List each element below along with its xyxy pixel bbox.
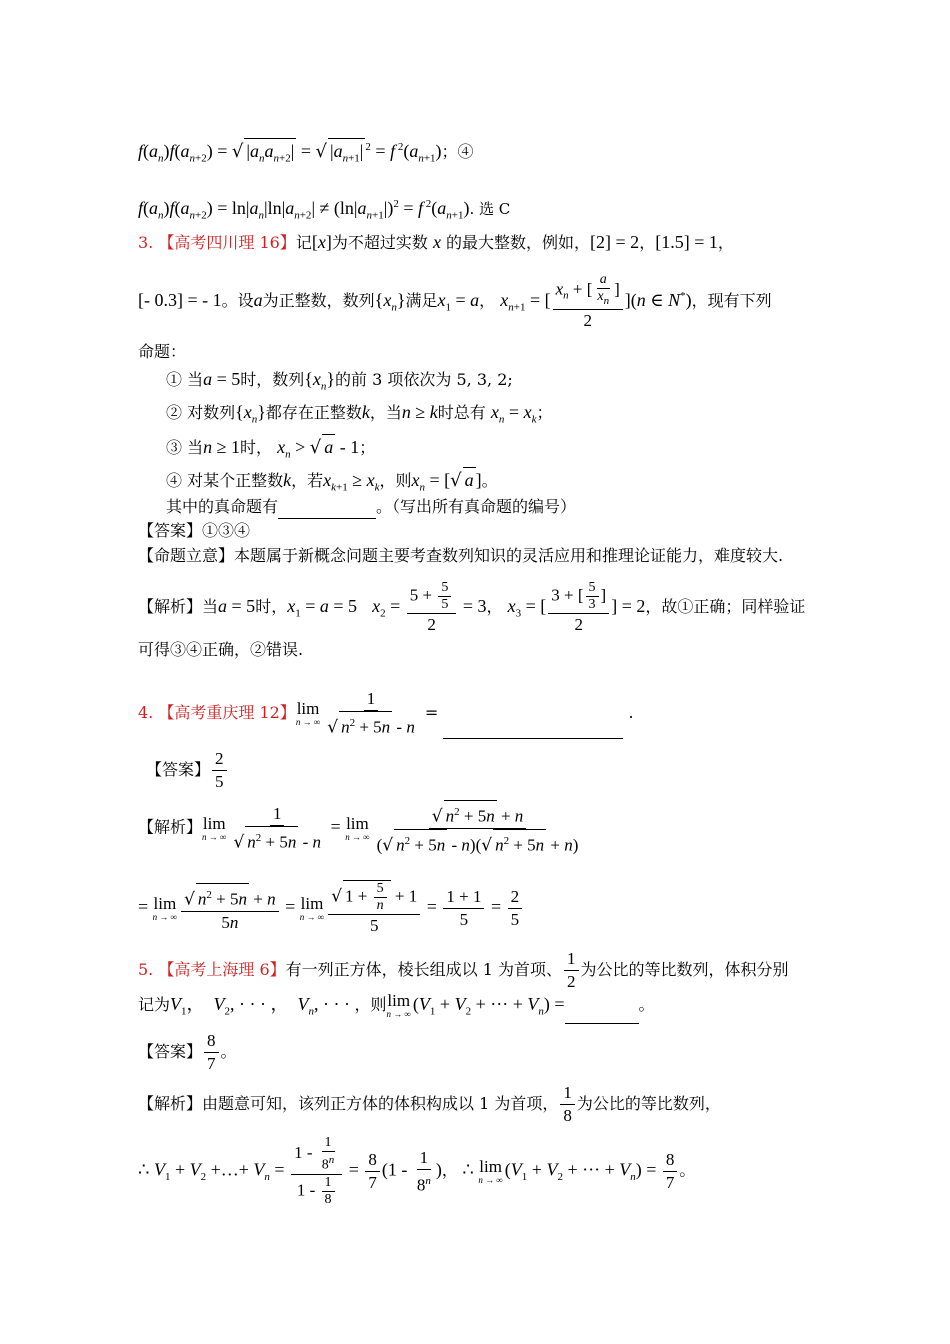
q3-solution-text: ， [486, 597, 503, 617]
q4-solution-1: 【解析】 lim n → ∞ $\frac{1}{√ n^2 + 5n - n}$ = lim n → ∞ $\frac{√ n^2 + 5n + n}{(√ n^2 + 5n - n)(√ n^2 + 5n + n)}$ [138, 800, 583, 856]
q4-solution-2: = lim n → ∞ $\frac{√ n^2 + 5n + n}{5n}$ = lim n → ∞ √ 1 + $\frac{5}{n}$ + 1 5 = $\frac{1 + 1}{5}$ = $\frac{2}{5}$ [138, 880, 524, 937]
q5-text: 有一列正方体，棱长组成以 1 为首项、 [285, 960, 562, 979]
q3-ask [166, 495, 576, 519]
q3-intent-text: 本题属于新概念问题主要考查数列知识的灵活应用和推理论证能力，难度较大. [234, 546, 784, 565]
q3-solution-text: 时， [255, 597, 288, 617]
q5-text: 记为 [138, 995, 171, 1014]
q3-claim-text: 时，数列 [240, 370, 305, 389]
q5-solution-1: 【解析】由题意可知，该列正方体的体积构成以 1 为首项， $\frac{1}{8}$ 为公比的等比数列， [138, 1083, 721, 1125]
formula-line-1: $f(a_n)f(a_{n+2})$ = √ $|a_na_{n+2}|$ = √ $|a_{n+1}|$ $^2$ = f $^2(a_{n+1})$；④ [138, 135, 474, 171]
q3-text: 满足 [405, 291, 438, 311]
q5-answer-end: 。 [220, 1042, 237, 1061]
q3-claim-text: 都存在正整数 [265, 403, 362, 422]
q5-text: ，则 [354, 995, 387, 1014]
q3-source: 【高考四川理 16】 [158, 233, 296, 252]
q5-line-2: 记为$V_1$， $V_2$, · · · ， $V_n$, · · · ，则 lim n → ∞ ($V_1 + V_2$ + ··· + $V_n$) = 。 [138, 992, 655, 1024]
q5-solution-tag: 【解析】 [138, 1094, 203, 1113]
q3-text: ， [717, 233, 734, 252]
q5-answer-tag: 【答案】 [138, 1042, 203, 1061]
q3-claim-text: ； [359, 438, 376, 457]
formula-line-2: $f(a_n)f(a_{n+2}) = \ln|a_n|\ln|a_{n+2}| \ne (\ln|a_{n+1}|)^2 = f$ $^2(a_{n+1})$. 选 C [138, 198, 511, 222]
q5-solution-text: 。 [679, 1160, 696, 1180]
q3-line-1: 3. 【高考四川理 16】记[x]为不超过实数 x 的最大整数，例如，[2] = 2，[1.5] = 1， [138, 232, 734, 252]
q3-solution-tag: 【解析】 [138, 597, 203, 617]
q4-answer-blank [443, 738, 623, 739]
q3-solution-text: 当 [202, 597, 219, 617]
q5-solution-text: 为公比的等比数列， [576, 1094, 721, 1113]
q3-claim-text: 的前 3 项依次为 5, 3, 2; [335, 370, 513, 389]
q3-text: ， [639, 233, 656, 252]
q3-solution-end: 可得③④正确，②错误. [138, 640, 304, 659]
q3-claim-text: ； [536, 403, 553, 422]
q3-text: 的最大整数，例如， [446, 233, 591, 252]
q3-claim-text: 时， [239, 438, 272, 457]
q3-claim-4: ④ 对某个正整数k，若$x_{k+1} \ge x_k$，则$x_n$ = [√ a ]。 [166, 467, 498, 500]
q3-claim-text: ③ 当 [166, 438, 204, 457]
q3-text: 为不超过实数 [331, 233, 428, 252]
q5-source: 【高考上海理 6】 [158, 960, 286, 979]
q4-number: 4. [138, 702, 154, 722]
formula-line-2-tail: . 选 C [469, 200, 511, 218]
q5-answer: 【答案】 $\frac{8}{7}$ 。 [138, 1031, 237, 1073]
q3-claim-text: ② 对数列 [166, 403, 236, 422]
q3-solution: 【解析】当a = 5时，$x_1 = a = 5$ $x_2$ = 5 + $\frac{5}{5}$ 2 = 3， $x_3$ = [ 3 + [ $\frac{5}{3}$ ] 2 ] = 2，故①正确；同样验证 [138, 580, 806, 634]
q3-claim-text: ，则 [379, 471, 412, 490]
q5-answer-blank [565, 1023, 639, 1024]
q4-source: 【高考重庆理 12】 [158, 702, 296, 722]
q3-text: ，现有下列 [691, 291, 772, 311]
q5-solution-text: ， [441, 1160, 458, 1180]
q3-claim-1: ① 当a = 5时，数列$\{x_n\}$的前 3 项依次为 5, 3, 2; [166, 369, 513, 393]
q3-intent [138, 544, 783, 568]
q5-text: 。 [638, 995, 655, 1014]
q3-line-2: [- 0.3] = - 1。设a为正整数，数列$\{x_n\}$满足$x_1 = a$， $x_{n+1}$ = [ $x_n$ + [ $\frac{a}{x_n}$ ] 2 ](n ∈ N*)，现有下列 [138, 272, 772, 330]
q3-text: 命题： [138, 342, 187, 361]
q3-text: 为正整数，数列 [262, 291, 375, 311]
q3-claim-3: ③ 当n ≥ 1时， $x_n$ > √ a - 1； [166, 434, 375, 467]
q5-solution-text: 由题意可知，该列正方体的体积构成以 1 为首项， [202, 1094, 559, 1113]
q3-solution-text: ，故①正确；同样验证 [645, 597, 806, 617]
q3-claim-text: ，若 [291, 471, 324, 490]
q4-answer: 【答案】 $\frac{2}{5}$ [146, 748, 229, 793]
q5-solution-2: ∴ $V_1 + V_2$ +…+ $V_n$ = 1 - $\frac{1}{8^n}$ 1 - $\frac{1}{8}$ = $\frac{8}{7}$ (1 - $\frac{1}{8^n}$ )， ∴ lim n → ∞ ($V_1 + V_2$ + ··· + $V_n$) = $\frac{8}{7}$ 。 [138, 1135, 696, 1207]
q5-line-1: 5. 【高考上海理 6】有一列正方体，棱长组成以 1 为首项、 $\frac{1}{2}$ 为公比的等比数列，体积分别 [138, 949, 789, 991]
q3-number: 3. [138, 233, 154, 252]
q3-claim-text: ① 当 [166, 370, 204, 389]
q4-answer-tag: 【答案】 [146, 760, 211, 779]
q3-claim-text: 。 [481, 471, 498, 490]
q3-text: ， [479, 291, 496, 311]
q5-text: 为公比的等比数列，体积分别 [580, 960, 789, 979]
formula-line-1-tail: ；④ [441, 142, 474, 161]
q3-line-3 [138, 340, 186, 364]
q3-claim-text: 时总有 [437, 403, 486, 422]
q3-intent-tag: 【命题立意】 [138, 546, 235, 565]
q3-ask-text: 。（写出所有真命题的编号） [376, 497, 577, 516]
q3-claim-text: ④ 对某个正整数 [166, 471, 284, 490]
q3-ask-text: 其中的真命题有 [166, 497, 279, 516]
q4-line: 4. 【高考重庆理 12】 lim n → ∞ $\frac{1}{√ n^2 + 5n - n}$ = . [138, 689, 634, 738]
q3-claim-2: ② 对数列$\{x_n\}$都存在正整数k，当n ≥ k时总有 $x_n = x_k$； [166, 402, 553, 426]
q3-claim-text: ，当 [369, 403, 402, 422]
q3-text: 记 [295, 233, 312, 252]
q5-number: 5. [138, 960, 154, 979]
q3-recurrence: $x_{n+1}$ = [ $x_n$ + [ $\frac{a}{x_n}$ ] 2 ](n ∈ N*) [500, 272, 692, 330]
q4-solution-tag: 【解析】 [138, 817, 203, 837]
q3-answer: 【答案】①③④ [138, 521, 251, 540]
q3-answer-blank [278, 518, 376, 519]
q3-text: 。设 [221, 291, 254, 311]
